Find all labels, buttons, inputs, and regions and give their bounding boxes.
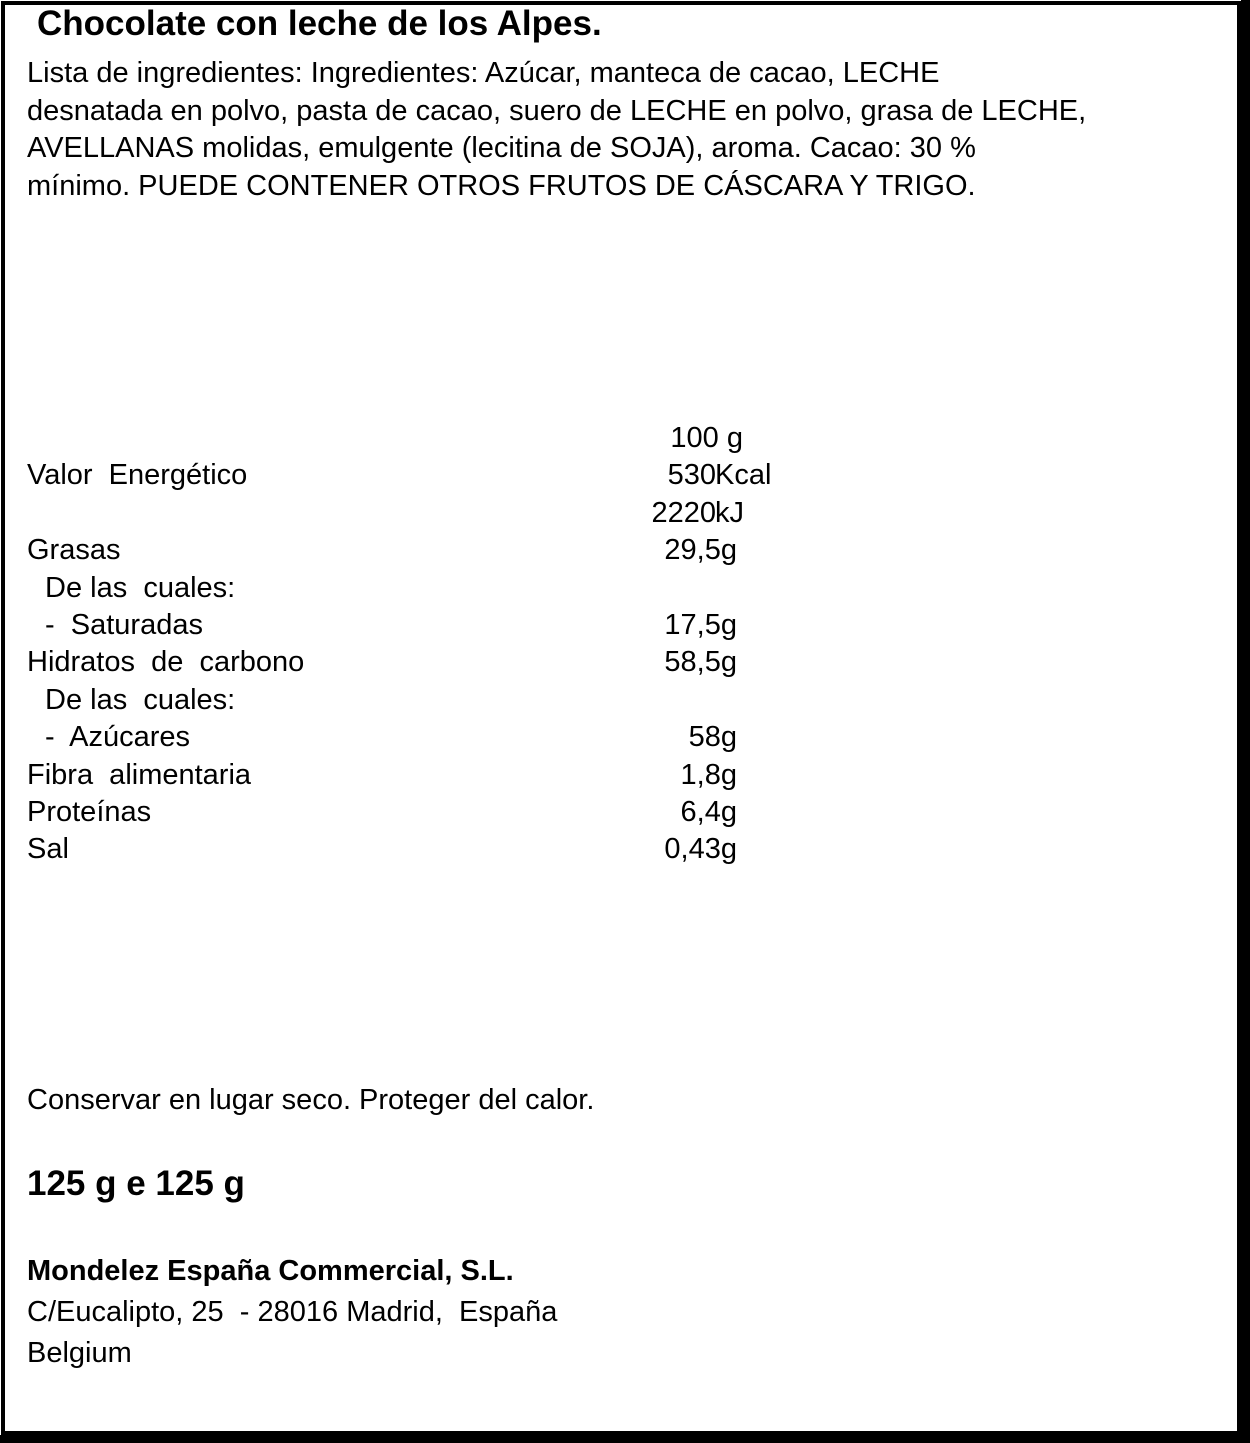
nutrition-label: Hidratos de carbono	[27, 646, 305, 679]
nutrition-label: Proteínas	[27, 795, 152, 828]
nutrition-value: 530	[667, 459, 716, 492]
company-info	[27, 1251, 557, 1374]
company-country: Belgium	[27, 1337, 132, 1369]
nutrition-row	[27, 570, 827, 607]
nutrition-label: De las cuales:	[45, 571, 236, 604]
nutrition-label: De las cuales:	[45, 683, 236, 716]
nutrition-value: 58g	[688, 721, 737, 754]
ingredients-line: mínimo. PUEDE CONTENER OTROS FRUTOS DE CÁSCARA Y TRIGO.	[27, 169, 976, 202]
nutrition-value: 58,5g	[664, 646, 737, 679]
label-border-bottom	[0, 1435, 1250, 1443]
nutrition-value: 29,5g	[664, 534, 737, 567]
nutrition-row	[27, 719, 827, 756]
nutrition-row	[27, 532, 827, 569]
nutrition-row	[27, 831, 827, 868]
product-title: Chocolate con leche de los Alpes.	[37, 4, 602, 43]
nutrition-label: Sal	[27, 833, 69, 866]
nutrition-row-energy-kcal	[27, 457, 827, 494]
label-border-right	[1241, 0, 1250, 1443]
nutrition-value: 17,5g	[664, 608, 737, 641]
ingredients-list	[27, 55, 1217, 205]
nutrition-value: 0,43g	[664, 833, 737, 866]
ingredients-line: Lista de ingredientes: Ingredientes: Azúcar, manteca de cacao, LECHE	[27, 57, 940, 89]
company-address: C/Eucalipto, 25 - 28016 Madrid, España	[27, 1296, 558, 1328]
nutrition-value: 2220	[651, 496, 716, 529]
nutrition-label: - Azúcares	[45, 721, 191, 754]
nutrition-unit: kJ	[715, 496, 744, 529]
nutrition-value: 1,8g	[680, 758, 737, 791]
nutrition-row	[27, 607, 827, 644]
nutrition-label: - Saturadas	[45, 608, 203, 641]
nutrition-row	[27, 644, 827, 681]
company-name: Mondelez España Commercial, S.L.	[27, 1255, 514, 1287]
nutrition-column-header: 100 g	[670, 422, 743, 454]
storage-instructions: Conservar en lugar seco. Proteger del calor.	[27, 1084, 595, 1116]
nutrition-unit: Kcal	[715, 459, 772, 492]
nutrition-header-row	[27, 420, 827, 457]
ingredients-line: AVELLANAS molidas, emulgente (lecitina de SOJA), aroma. Cacao: 30 %	[27, 132, 976, 164]
nutrition-row	[27, 757, 827, 794]
net-weight: 125 g e 125 g	[27, 1164, 245, 1203]
ingredients-line: desnatada en polvo, pasta de cacao, suero de LECHE en polvo, grasa de LECHE,	[27, 94, 1087, 127]
nutrition-label: Fibra alimentaria	[27, 758, 252, 791]
nutrition-row	[27, 794, 827, 831]
nutrition-value: 6,4g	[680, 795, 737, 828]
nutrition-row-energy-kj	[27, 495, 827, 532]
nutrition-label: Grasas	[27, 534, 121, 567]
nutrition-label: Valor Energético	[27, 459, 248, 492]
nutrition-row	[27, 682, 827, 719]
nutrition-table	[27, 420, 827, 869]
